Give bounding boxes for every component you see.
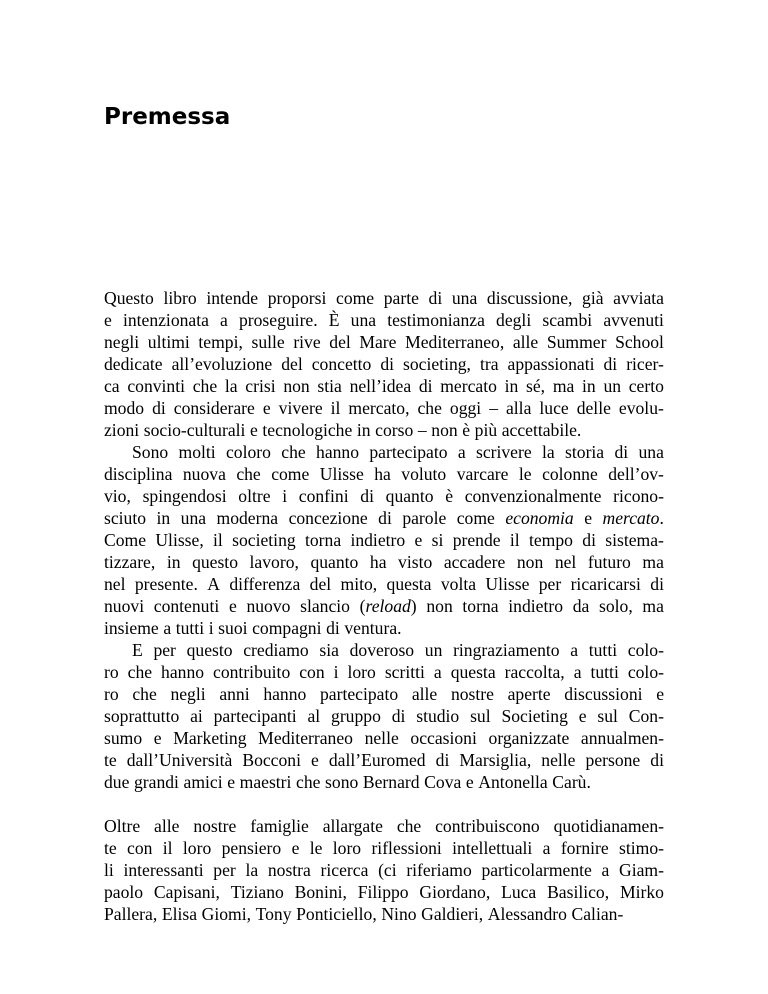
paragraph-2 [104,441,664,639]
text-line: negli ultimi tempi, sulle rive del Mare Mediterraneo, alle Summer School [104,332,664,352]
paragraph-1 [104,287,664,441]
paragraph-3 [104,639,664,793]
paragraph-4 [104,815,664,925]
text-line: Sono molti coloro che hanno partecipato a scrivere la storia di una [132,442,664,462]
text-line: nuovi contenuti e nuovo slancio (reload) non torna indietro da solo, ma [104,596,664,616]
text-line: li interessanti per la nostra ricerca (ci riferiamo particolarmente a Giam- [104,860,664,880]
text-line: zioni socio-culturali e tecnologiche in corso – non è più accettabile. [104,420,582,440]
text-line: insieme a tutti i suoi compagni di ventura. [104,618,402,638]
text-line: sciuto in una moderna concezione di parole come economia e mercato. [104,508,664,528]
text-line: disciplina nuova che come Ulisse ha voluto varcare le colonne dell’ov- [104,464,664,484]
text-line: tizzare, in questo lavoro, quanto ha visto accadere non nel futuro ma [104,552,664,572]
text-line: vio, spingendosi oltre i confini di quanto è convenzionalmente ricono- [104,486,664,506]
body-text [104,287,664,925]
text-line: Pallera, Elisa Giomi, Tony Ponticiello, Nino Galdieri, Alessandro Calian- [104,904,624,924]
text-line: nel presente. A differenza del mito, questa volta Ulisse per ricaricarsi di [104,574,664,594]
text-line: ca convinti che la crisi non stia nell’idea di mercato in sé, ma in un certo [104,376,664,396]
text-line: sumo e Marketing Mediterraneo nelle occasioni organizzate annualmen- [104,728,664,748]
text-line: Oltre alle nostre famiglie allargate che contribuiscono quotidianamen- [104,816,664,836]
text-line: due grandi amici e maestri che sono Bernard Cova e Antonella Carù. [104,772,591,792]
text-line: E per questo crediamo sia doveroso un ringraziamento a tutti colo- [132,640,664,660]
text-line: e intenzionata a proseguire. È una testimonianza degli scambi avvenuti [104,310,664,330]
text-line: te con il loro pensiero e le loro riflessioni intellettuali a fornire stimo- [104,838,664,858]
text-line: Come Ulisse, il societing torna indietro e si prende il tempo di sistema- [104,530,664,550]
text-line: dedicate all’evoluzione del concetto di societing, tra appassionati di ricer- [104,354,664,374]
text-line: ro che hanno contribuito con i loro scritti a questa raccolta, a tutti colo- [104,662,664,682]
text-line: ro che negli anni hanno partecipato alle nostre aperte discussioni e [104,684,664,704]
text-line: soprattutto ai partecipanti al gruppo di studio sul Societing e sul Con- [104,706,664,726]
text-line: te dall’Università Bocconi e dall’Euromed di Marsiglia, nelle persone di [104,750,664,770]
paragraph-gap [104,793,664,815]
text-line: modo di considerare e vivere il mercato, che oggi – alla luce delle evolu- [104,398,664,418]
text-line: paolo Capisani, Tiziano Bonini, Filippo Giordano, Luca Basilico, Mirko [104,882,664,902]
text-line: Questo libro intende proporsi come parte di una discussione, già avviata [104,288,664,308]
chapter-heading: Premessa [104,104,231,130]
